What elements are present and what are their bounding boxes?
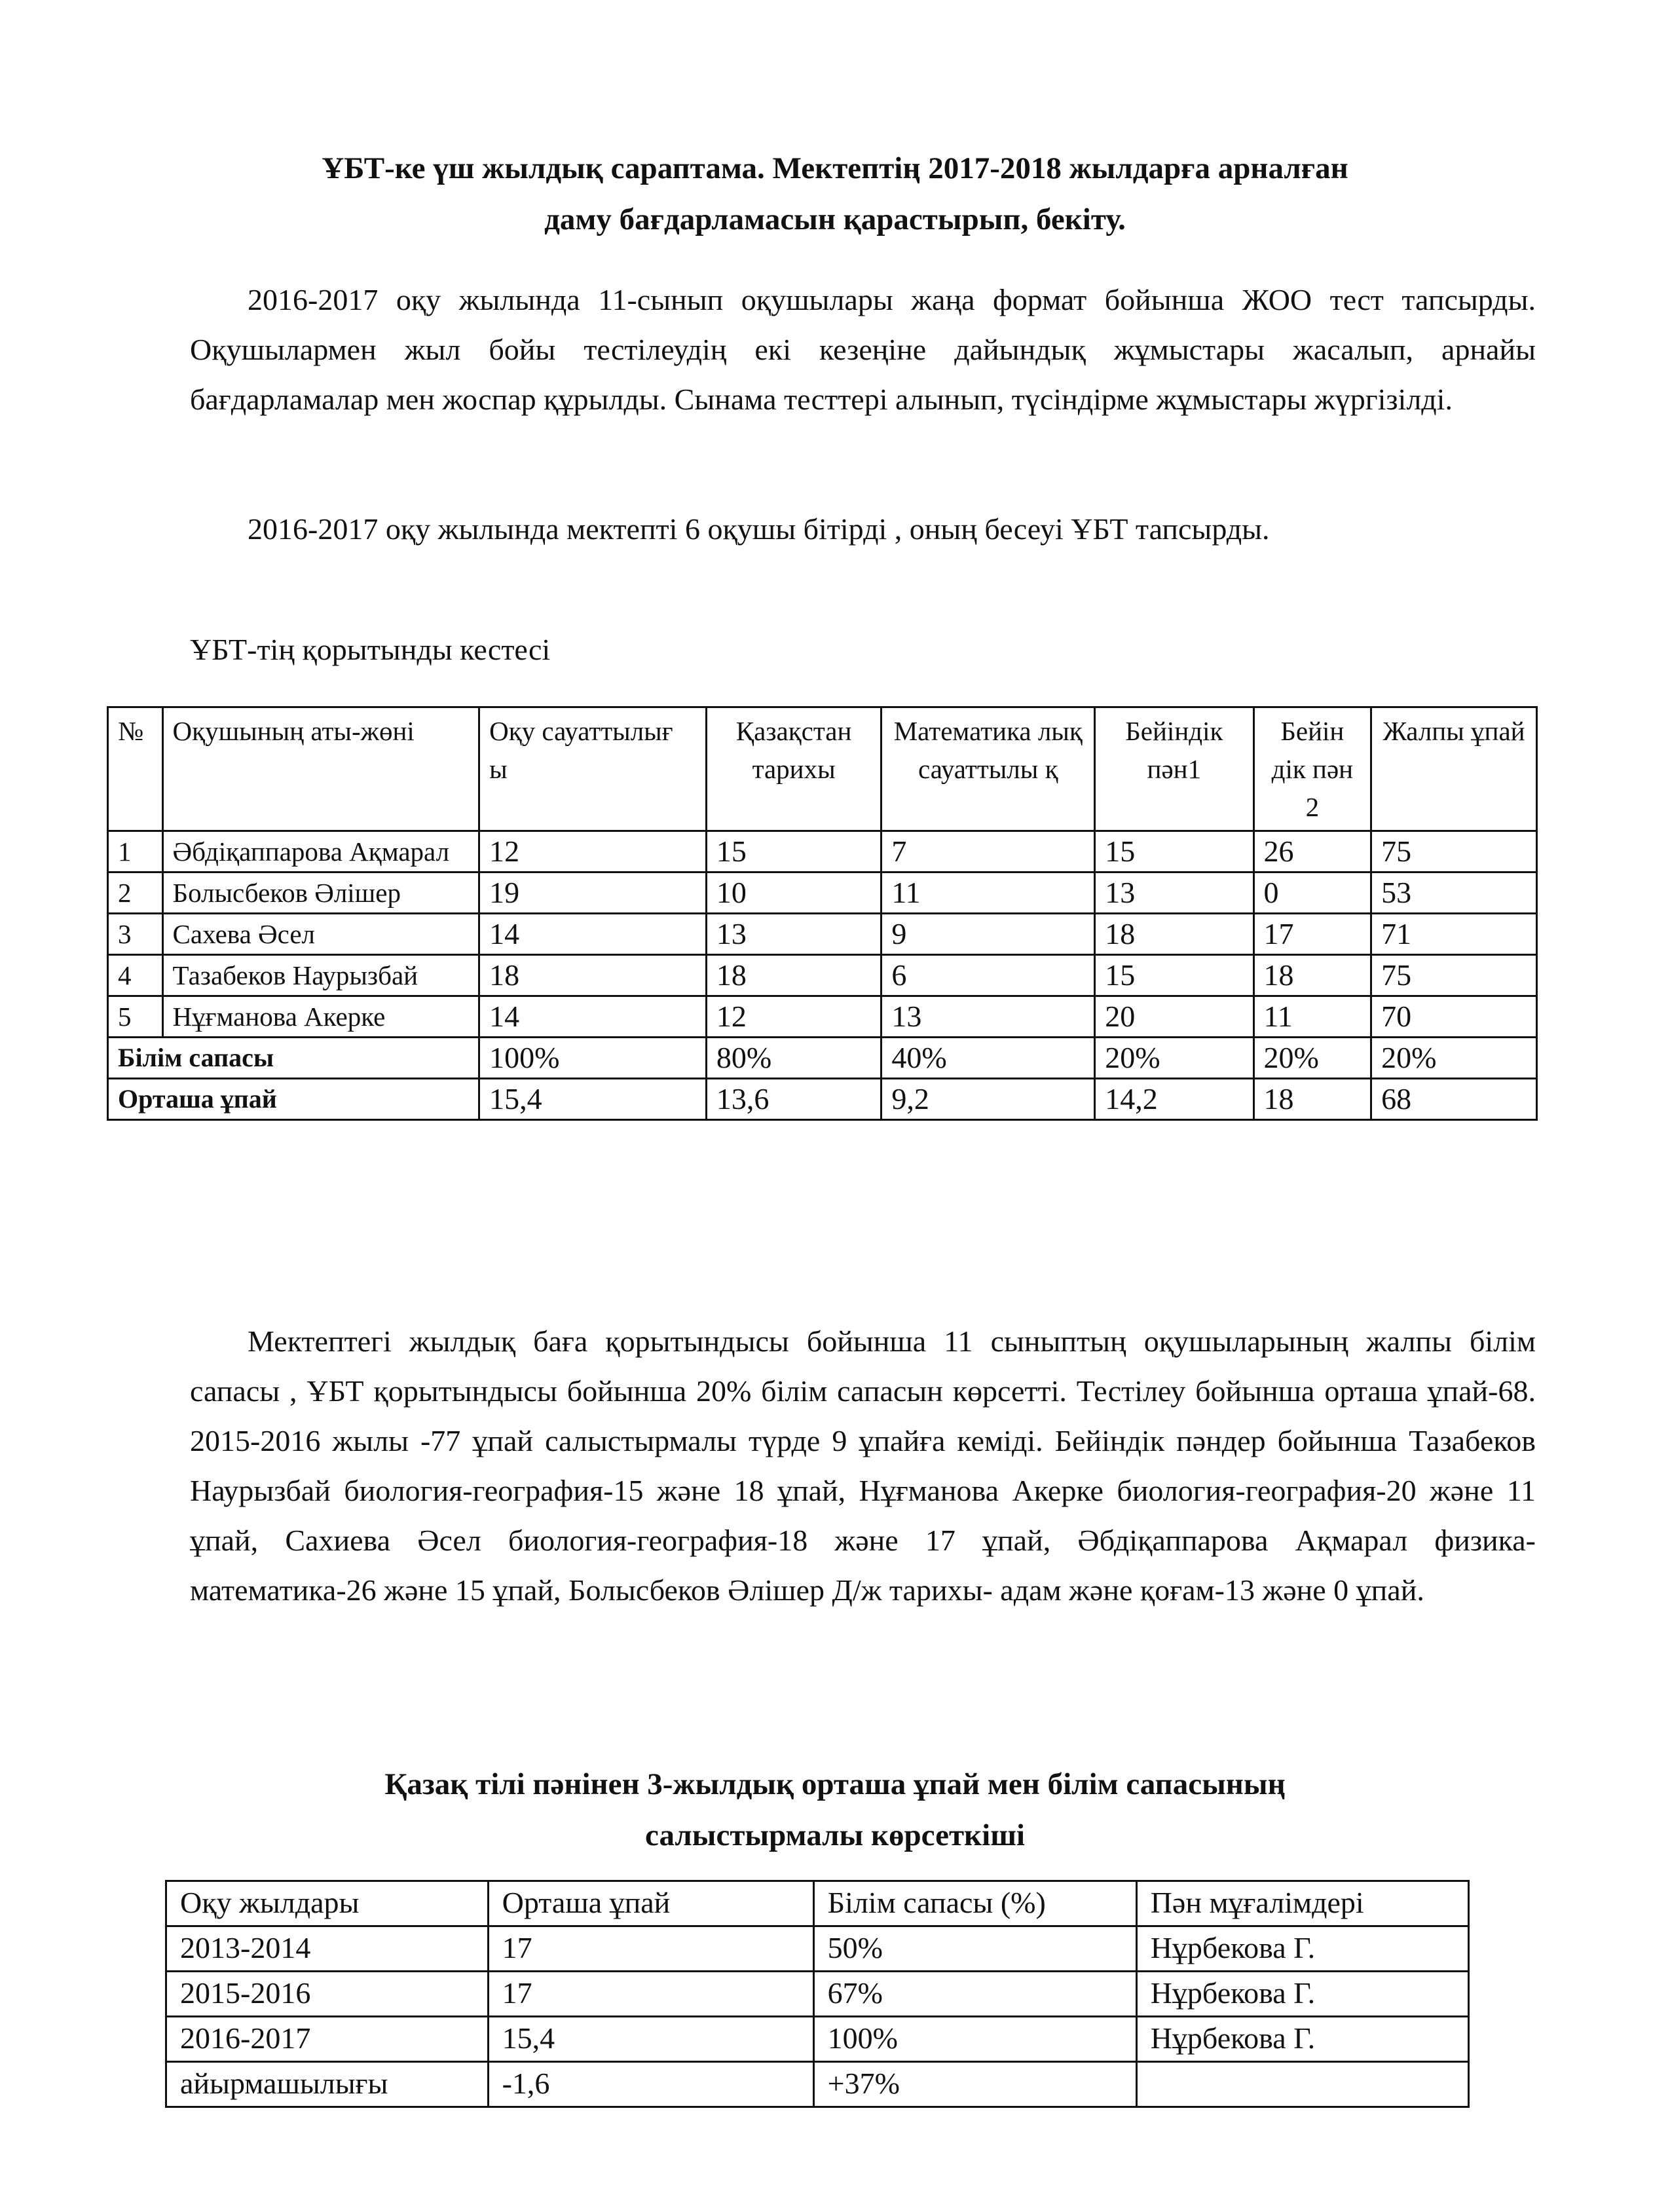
quality-math: 40%	[881, 1038, 1095, 1079]
document-title	[131, 143, 1539, 245]
intro-paragraph: 2016-2017 оқу жылында 11-сынып оқушылары жаңа формат бойынша ЖОО тест тапсырды. Оқушылармен жыл бойы тестілеудің екі кезеңіне дайындық жұмыстары жасалып, арнайы бағдарламалар мен жоспар құрылды. Сынама тесттері алынып, түсіндірме жұмыстары жүргізілді.	[190, 283, 1536, 416]
difference-row	[166, 2062, 1469, 2107]
difference-quality: +37%	[813, 2062, 1136, 2107]
student-name: Әбдіқаппарова Ақмарал	[162, 831, 479, 872]
math-score: 13	[881, 996, 1095, 1038]
row-number: 3	[108, 914, 163, 955]
row-number: 2	[108, 872, 163, 914]
profile-1-score: 18	[1095, 914, 1253, 955]
table-row	[108, 914, 1537, 955]
profile-2-score: 17	[1253, 914, 1371, 955]
average-total: 68	[1371, 1079, 1537, 1120]
row-number: 1	[108, 831, 163, 872]
school-year: 2016-2017	[166, 2017, 489, 2062]
history-score: 15	[706, 831, 881, 872]
math-score: 9	[881, 914, 1095, 955]
header-math-literacy: Математика лық сауаттылы қ	[881, 707, 1095, 831]
header-reading-literacy: Оқу сауаттылығ ы	[479, 707, 707, 831]
total-score: 75	[1371, 831, 1537, 872]
table-row	[108, 872, 1537, 914]
row-number: 4	[108, 955, 163, 996]
table-row	[108, 996, 1537, 1038]
header-student-name: Оқушының аты-жөні	[162, 707, 479, 831]
profile-2-score: 18	[1253, 955, 1371, 996]
average-label: Орташа ұпай	[108, 1079, 479, 1120]
student-name: Сахева Әсел	[162, 914, 479, 955]
profile-1-score: 15	[1095, 955, 1253, 996]
quality-profile-1: 20%	[1095, 1038, 1253, 1079]
header-profile-subject-2: Бейін дік пән 2	[1253, 707, 1371, 831]
student-name: Болысбеков Әлішер	[162, 872, 479, 914]
quality-reading: 100%	[479, 1038, 707, 1079]
profile-2-score: 11	[1253, 996, 1371, 1038]
teacher-name: Нұрбекова Г.	[1136, 2017, 1468, 2062]
reading-score: 14	[479, 914, 707, 955]
header-knowledge-quality: Білім сапасы (%)	[813, 1881, 1136, 1926]
quality-row	[108, 1038, 1537, 1079]
quality-history: 80%	[706, 1038, 881, 1079]
header-total-score: Жалпы ұпай	[1371, 707, 1537, 831]
math-score: 6	[881, 955, 1095, 996]
quality-profile-2: 20%	[1253, 1038, 1371, 1079]
math-score: 11	[881, 872, 1095, 914]
history-score: 18	[706, 955, 881, 996]
profile-2-score: 26	[1253, 831, 1371, 872]
history-score: 13	[706, 914, 881, 955]
analysis-paragraph: Мектептегі жылдық баға қорытындысы бойынша 11 сыныптың оқушыларының жалпы білім сапасы , ҰБТ қорытындысы бойынша 20% білім сапасын көрсетті. Тестілеу бойынша орташа ұпай-68. 2015-2016 жылы -77 ұпай салыстырмалы түрде 9 ұпайға кеміді. Бейіндік пәндер бойынша Тазабеков Наурызбай биология-география-15 және 18 ұпай, Нұғманова Акерке биология-география-20 және 11 ұпай, Сахиева Әсел биология-география-18 және 17 ұпай, Әбдіқаппарова Ақмарал физика- математика-26 және 15 ұпай, Болысбеков Әлішер Д/ж тарихы- адам және қоғам-13 және 0 ұпай.	[190, 1324, 1536, 1607]
school-year: 2015-2016	[166, 1972, 489, 2017]
profile-1-score: 15	[1095, 831, 1253, 872]
results-table-caption: ҰБТ-тің қорытынды кестесі	[190, 633, 551, 666]
student-name: Тазабеков Наурызбай	[162, 955, 479, 996]
graduates-paragraph: 2016-2017 оқу жылында мектепті 6 оқушы бітірді , оның бесеуі ҰБТ тапсырды.	[248, 512, 1270, 546]
profile-2-score: 0	[1253, 872, 1371, 914]
total-score: 70	[1371, 996, 1537, 1038]
reading-score: 19	[479, 872, 707, 914]
knowledge-quality: 67%	[813, 1972, 1136, 2017]
table-row	[166, 1972, 1469, 2017]
knowledge-quality: 100%	[813, 2017, 1136, 2062]
results-table	[107, 706, 1538, 1121]
math-score: 7	[881, 831, 1095, 872]
comparison-title	[131, 1759, 1539, 1861]
total-score: 53	[1371, 872, 1537, 914]
table-row	[166, 1926, 1469, 1972]
comparison-title-line-2: салыстырмалы көрсеткіші	[645, 1818, 1025, 1852]
difference-average: -1,6	[488, 2062, 813, 2107]
table-row	[166, 2017, 1469, 2062]
title-line-1: ҰБТ-ке үш жылдық сараптама. Мектептің 2017-2018 жылдарға арналған	[322, 151, 1348, 185]
header-profile-subject-1: Бейіндік пән1	[1095, 707, 1253, 831]
results-header-row	[108, 707, 1537, 831]
header-number: №	[108, 707, 163, 831]
comparison-table	[165, 1880, 1470, 2108]
quality-label: Білім сапасы	[108, 1038, 479, 1079]
table-row	[108, 955, 1537, 996]
difference-teacher	[1136, 2062, 1468, 2107]
reading-score: 14	[479, 996, 707, 1038]
total-score: 71	[1371, 914, 1537, 955]
table-row	[108, 831, 1537, 872]
header-school-years: Оқу жылдары	[166, 1881, 489, 1926]
header-subject-teachers: Пән мұғалімдері	[1136, 1881, 1468, 1926]
history-score: 12	[706, 996, 881, 1038]
school-year: 2013-2014	[166, 1926, 489, 1972]
title-line-2: даму бағдарламасын қарастырып, бекіту.	[544, 202, 1126, 236]
average-reading: 15,4	[479, 1079, 707, 1120]
header-kazakhstan-history: Қазақстан тарихы	[706, 707, 881, 831]
teacher-name: Нұрбекова Г.	[1136, 1972, 1468, 2017]
header-average-score: Орташа ұпай	[488, 1881, 813, 1926]
row-number: 5	[108, 996, 163, 1038]
average-profile-1: 14,2	[1095, 1079, 1253, 1120]
difference-label: айырмашылығы	[166, 2062, 489, 2107]
average-score: 17	[488, 1972, 813, 2017]
reading-score: 18	[479, 955, 707, 996]
comparison-title-line-1: Қазақ тілі пәнінен 3-жылдық орташа ұпай мен білім сапасының	[384, 1767, 1286, 1801]
profile-1-score: 20	[1095, 996, 1253, 1038]
average-row	[108, 1079, 1537, 1120]
knowledge-quality: 50%	[813, 1926, 1136, 1972]
comparison-header-row	[166, 1881, 1469, 1926]
average-score: 17	[488, 1926, 813, 1972]
average-math: 9,2	[881, 1079, 1095, 1120]
total-score: 75	[1371, 955, 1537, 996]
reading-score: 12	[479, 831, 707, 872]
student-name: Нұғманова Акерке	[162, 996, 479, 1038]
profile-1-score: 13	[1095, 872, 1253, 914]
teacher-name: Нұрбекова Г.	[1136, 1926, 1468, 1972]
average-score: 15,4	[488, 2017, 813, 2062]
average-profile-2: 18	[1253, 1079, 1371, 1120]
quality-total: 20%	[1371, 1038, 1537, 1079]
average-history: 13,6	[706, 1079, 881, 1120]
history-score: 10	[706, 872, 881, 914]
